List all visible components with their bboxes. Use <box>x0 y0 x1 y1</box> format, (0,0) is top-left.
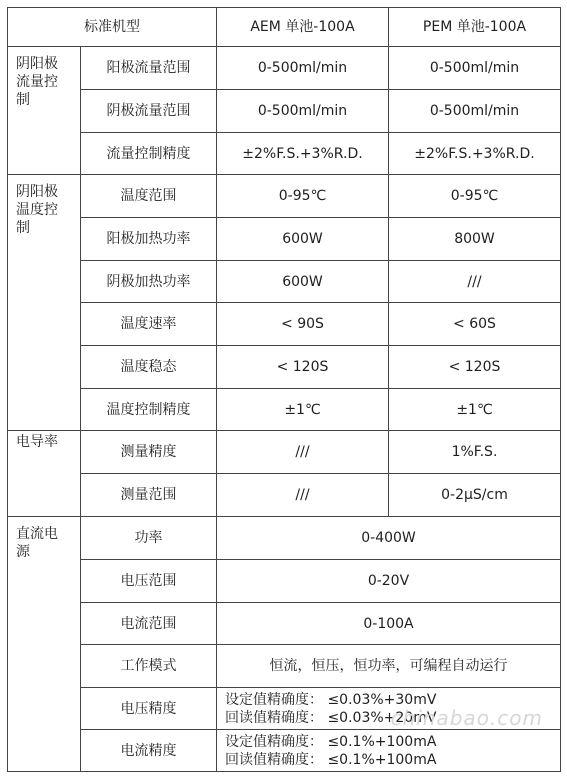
group-label-line: 温度控 <box>16 202 58 218</box>
table-row <box>8 133 561 175</box>
pem-value: 800W <box>389 218 561 261</box>
param-label: 电压精度 <box>81 688 217 730</box>
accuracy-line: 设定值精确度： ≤0.03%+30mV <box>225 691 437 708</box>
group-label-line: 流量控 <box>16 74 58 90</box>
param-label: 阴极加热功率 <box>81 261 217 303</box>
header-model-type: 标准机型 <box>8 8 217 47</box>
pem-value: 0-500ml/min <box>389 90 561 133</box>
param-label: 功率 <box>81 517 217 560</box>
aem-value: ±2%F.S.+3%R.D. <box>217 133 389 175</box>
table-row <box>8 389 561 431</box>
pem-value: 0-95℃ <box>389 175 561 218</box>
pem-value: /// <box>389 261 561 303</box>
table-row <box>8 218 561 261</box>
shared-value: 0-20V <box>217 560 561 603</box>
table-row <box>8 517 561 560</box>
voltage-accuracy-value <box>217 688 561 730</box>
param-label: 测量范围 <box>81 474 217 517</box>
table-row <box>8 560 561 603</box>
param-label: 阳极加热功率 <box>81 218 217 261</box>
shared-value: 恒流，恒压，恒功率，可编程自动运行 <box>217 645 561 688</box>
group-conductivity <box>8 431 81 517</box>
pem-value: < 120S <box>389 346 561 389</box>
current-accuracy-value <box>217 730 561 772</box>
shared-value: 0-400W <box>217 517 561 560</box>
group-label-line: 阴阳极 <box>16 56 58 72</box>
table-row <box>8 474 561 517</box>
watermark-logo: chinabao.com <box>390 706 543 730</box>
group-flow-control <box>8 47 81 175</box>
table-row <box>8 603 561 645</box>
aem-value: /// <box>217 474 389 517</box>
param-label: 阳极流量范围 <box>81 47 217 90</box>
group-label-line: 直流电 <box>16 526 58 542</box>
header-pem: PEM 单池-100A <box>389 8 561 47</box>
table-row <box>8 346 561 389</box>
aem-value: 600W <box>217 261 389 303</box>
table-row <box>8 645 561 688</box>
table-row <box>8 730 561 772</box>
param-label: 流量控制精度 <box>81 133 217 175</box>
group-label-line: 源 <box>16 544 30 560</box>
shared-value: 0-100A <box>217 603 561 645</box>
aem-value: 600W <box>217 218 389 261</box>
param-label: 电压范围 <box>81 560 217 603</box>
param-label: 温度稳态 <box>81 346 217 389</box>
accuracy-line: 设定值精确度： ≤0.1%+100mA <box>225 733 437 750</box>
group-label-line: 制 <box>16 220 30 236</box>
accuracy-line: 回读值精确度： ≤0.1%+100mA <box>225 751 437 768</box>
aem-value: < 120S <box>217 346 389 389</box>
param-label: 电流精度 <box>81 730 217 772</box>
aem-value: /// <box>217 431 389 474</box>
table-row <box>8 688 561 730</box>
aem-value: < 90S <box>217 303 389 346</box>
aem-value: ±1℃ <box>217 389 389 431</box>
table-row <box>8 261 561 303</box>
pem-value: ±1℃ <box>389 389 561 431</box>
table-row <box>8 90 561 133</box>
aem-value: 0-500ml/min <box>217 47 389 90</box>
group-label-line: 阴阳极 <box>16 184 58 200</box>
group-dc-power <box>8 517 81 772</box>
spec-table <box>7 7 561 772</box>
pem-value: 0-500ml/min <box>389 47 561 90</box>
param-label: 测量精度 <box>81 431 217 474</box>
table-row <box>8 47 561 90</box>
header-aem: AEM 单池-100A <box>217 8 389 47</box>
group-temperature-control <box>8 175 81 431</box>
param-label: 温度范围 <box>81 175 217 218</box>
param-label: 工作模式 <box>81 645 217 688</box>
param-label: 温度控制精度 <box>81 389 217 431</box>
aem-value: 0-95℃ <box>217 175 389 218</box>
group-label-line: 电导率 <box>16 434 58 450</box>
table-row <box>8 303 561 346</box>
table-row <box>8 431 561 474</box>
accuracy-line: 回读值精确度： ≤0.03%+20mV <box>225 709 437 726</box>
param-label: 电流范围 <box>81 603 217 645</box>
header-row <box>8 8 561 47</box>
pem-value: < 60S <box>389 303 561 346</box>
aem-value: 0-500ml/min <box>217 90 389 133</box>
group-label-line: 制 <box>16 92 30 108</box>
pem-value: ±2%F.S.+3%R.D. <box>389 133 561 175</box>
pem-value: 1%F.S. <box>389 431 561 474</box>
pem-value: 0-2μS/cm <box>389 474 561 517</box>
param-label: 温度速率 <box>81 303 217 346</box>
param-label: 阴极流量范围 <box>81 90 217 133</box>
table-row <box>8 175 561 218</box>
